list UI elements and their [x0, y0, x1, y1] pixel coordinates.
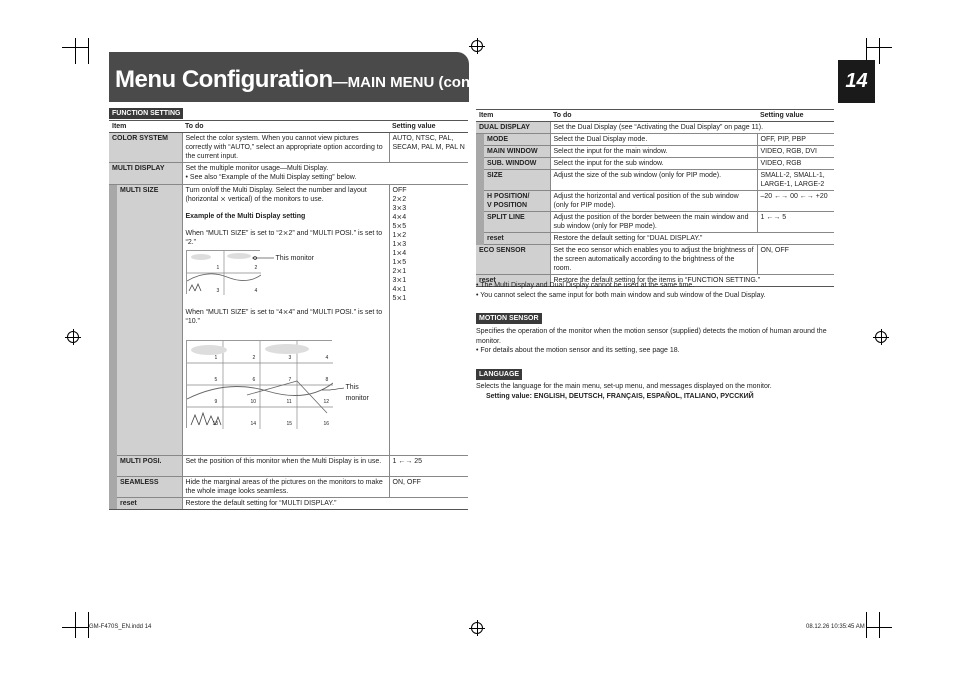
motion-sensor-description: [476, 327, 838, 356]
language-text: Selects the language for the main menu, set-up menu, and messages displayed on the monitor.: [476, 383, 772, 390]
item-main-window: MAIN WINDOW: [484, 146, 550, 158]
todo-reset: Restore the default setting for “MULTI DISPLAY.”: [182, 498, 468, 510]
table-row: [476, 191, 834, 212]
item-color-system: COLOR SYSTEM: [109, 133, 182, 163]
registration-mark-icon: [67, 331, 79, 343]
example2-scene-icon: [187, 341, 333, 429]
setting-option: 1⨯2: [392, 232, 407, 239]
todo-size: Adjust the size of the sub window (only for PIP mode).: [550, 170, 757, 191]
setting-option: 3⨯1: [392, 277, 407, 284]
indent-spacer: [476, 212, 484, 233]
example1-figure: [186, 250, 386, 308]
todo-multi-size: [182, 185, 389, 456]
language-setting-value: Setting value: ENGLISH, DEUTSCH, FRANÇAIS, ESPAÑOL, ITALIANO, РУССКИЙ: [486, 392, 754, 400]
item-function-reset: reset: [476, 275, 550, 287]
crop-mark: [879, 38, 880, 64]
crop-mark: [88, 38, 89, 64]
item-split-line: SPLIT LINE: [484, 212, 550, 233]
table-row: [109, 477, 468, 498]
setting-sub-window: VIDEO, RGB: [757, 158, 834, 170]
motion-sensor-text: Specifies the operation of the monitor when the motion sensor (supplied) detects the motion of human around the monitor.: [476, 328, 827, 345]
todo-eco-sensor: Set the eco sensor which enables you to adjust the brightness of the screen automatically according to the brightness of the room.: [550, 245, 757, 275]
cell-number: 5: [214, 377, 218, 383]
cell-number: 9: [214, 399, 218, 405]
todo-split-line: Adjust the position of the border between the main window and sub window (only for PBP mode).: [550, 212, 757, 233]
table-row: [109, 133, 468, 163]
header-todo: To do: [182, 121, 389, 133]
item-multi-posi: MULTI POSI.: [117, 456, 182, 477]
indent-spacer: [476, 146, 484, 158]
notes-list: [476, 281, 836, 300]
item-position: [484, 191, 550, 212]
title-banner: [109, 52, 485, 102]
crop-mark: [866, 612, 867, 638]
item-size: SIZE: [484, 170, 550, 191]
example2-figure: [186, 340, 386, 432]
indent-spacer: [476, 158, 484, 170]
item-h-position: H POSITION/: [487, 193, 530, 200]
cell-number: 7: [288, 377, 292, 383]
item-seamless: SEAMLESS: [117, 477, 182, 498]
setting-mode: OFF, PIP, PBP: [757, 134, 834, 146]
item-v-position: V POSITION: [487, 202, 528, 209]
setting-option: OFF: [392, 187, 407, 194]
cell-number: 11: [286, 399, 292, 405]
example1-scene-icon: [187, 251, 261, 295]
registration-mark-icon: [471, 622, 483, 634]
setting-option: 2⨯1: [392, 268, 407, 275]
cell-number: 10: [250, 399, 257, 405]
indent-spacer: [109, 498, 117, 510]
item-eco-sensor: ECO SENSOR: [476, 245, 550, 275]
function-setting-table-right: [476, 109, 834, 287]
header-todo: To do: [550, 110, 757, 122]
page-title: [115, 66, 484, 94]
table-row: [109, 163, 468, 185]
header-item: Item: [109, 121, 182, 133]
todo-line: • See also “Example of the Multi Display setting” below.: [185, 174, 357, 181]
todo-main-window: Select the input for the main window.: [550, 146, 757, 158]
table-row: [476, 122, 834, 134]
registration-mark-icon: [471, 40, 483, 52]
item-sub-window: SUB. WINDOW: [484, 158, 550, 170]
item-dual-reset: reset: [484, 233, 550, 245]
crop-mark: [75, 612, 76, 638]
footer-file: GM-F470S_EN.indd 14: [89, 624, 152, 630]
setting-option: 4⨯1: [392, 286, 407, 293]
todo-line: Set the multiple monitor usage—Multi Display.: [185, 165, 329, 172]
setting-main-window: VIDEO, RGB, DVI: [757, 146, 834, 158]
setting-color-system: AUTO, NTSC, PAL, SECAM, PAL M, PAL N: [389, 133, 468, 163]
cell-number: 16: [323, 421, 330, 427]
footer-timestamp: 08.12.26 10:35:45 AM: [806, 624, 865, 630]
setting-option: 4⨯4: [392, 214, 407, 221]
table-row: [476, 158, 834, 170]
table-row: [109, 456, 468, 477]
page-number: 14: [838, 60, 875, 103]
indent-spacer: [476, 233, 484, 245]
table-row: [476, 170, 834, 191]
cell-number: 12: [323, 399, 330, 405]
todo-text: Turn on/off the Multi Display. Select the number and layout (horizontal ⨯ vertical) of the monitors to use.: [185, 187, 367, 203]
motion-sensor-note: • For details about the motion sensor and its setting, see page 18.: [476, 347, 680, 354]
cell-number: 6: [252, 377, 256, 383]
header-setting: Setting value: [757, 110, 834, 122]
setting-multi-posi: 1 ←→ 25: [389, 456, 468, 477]
registration-mark-icon: [875, 331, 887, 343]
todo-color-system: Select the color system. When you cannot view pictures correctly with “AUTO,” select an appropriate option according to the current input.: [182, 133, 389, 163]
page-title-main: Menu Configuration: [115, 66, 333, 93]
todo-seamless: Hide the marginal areas of the pictures on the monitors to make the whole image looks seamless.: [182, 477, 389, 498]
indent-spacer: [476, 170, 484, 191]
cell-number: 15: [286, 421, 293, 427]
setting-option: 5⨯5: [392, 223, 407, 230]
section-label-motion-sensor: MOTION SENSOR: [476, 313, 542, 324]
setting-option: 5⨯1: [392, 295, 407, 302]
example2-text: When “MULTI SIZE” is set to “4⨯4” and “MULTI POSI.” is set to “10.”: [185, 309, 383, 325]
table-header-row: [109, 121, 468, 133]
todo-function-reset: Restore the default setting for the items in “FUNCTION SETTING.”: [550, 275, 834, 287]
setting-option: 1⨯3: [392, 241, 407, 248]
item-mode: MODE: [484, 134, 550, 146]
table-row: [109, 185, 468, 456]
cell-number: 13: [212, 421, 219, 427]
table-row: [109, 498, 468, 510]
cell-number: 1: [216, 265, 220, 271]
indent-spacer: [109, 456, 117, 477]
todo-sub-window: Select the input for the sub window.: [550, 158, 757, 170]
example1-text: When “MULTI SIZE” is set to “2⨯2” and “MULTI POSI.” is set to “2.”: [185, 230, 383, 246]
setting-multi-size: [389, 185, 468, 456]
todo-multi-posi: Set the position of this monitor when the Multi Display is in use.: [182, 456, 389, 477]
item-multi-display: MULTI DISPLAY: [109, 163, 182, 185]
cell-number: 1: [214, 355, 218, 361]
language-description: [476, 382, 838, 401]
section-label-language: LANGUAGE: [476, 369, 522, 380]
todo-dual-display: Set the Dual Display (see “Activating the Dual Display” on page 11).: [550, 122, 834, 134]
function-setting-table-left: [109, 120, 468, 510]
table-row: [476, 233, 834, 245]
crop-mark: [75, 38, 76, 64]
section-label-function-setting: FUNCTION SETTING: [109, 108, 183, 119]
cell-number: 2: [254, 265, 258, 271]
example2-screen: [186, 340, 332, 428]
note-item: • The Multi Display and Dual Display cannot be used at the same time.: [476, 282, 695, 289]
cell-number: 2: [252, 355, 256, 361]
cell-number: 14: [250, 421, 257, 427]
todo-multi-display: [182, 163, 468, 185]
todo-dual-reset: Restore the default setting for “DUAL DISPLAY.”: [550, 233, 834, 245]
indent-spacer: [109, 185, 117, 456]
indent-spacer: [476, 134, 484, 146]
example1-screen: [186, 250, 260, 294]
cell-number: 4: [254, 288, 258, 294]
table-row: [476, 146, 834, 158]
crop-mark: [879, 612, 880, 638]
header-setting: Setting value: [389, 121, 468, 133]
table-row: [476, 245, 834, 275]
todo-mode: Select the Dual Display mode.: [550, 134, 757, 146]
note-item: • You cannot select the same input for both main window and sub window of the Dual Display.: [476, 291, 766, 299]
setting-position: –20 ←→ 00 ←→ +20: [757, 191, 834, 212]
cell-number: 3: [216, 288, 220, 294]
item-dual-display: DUAL DISPLAY: [476, 122, 550, 134]
example1-callout: This monitor: [275, 255, 315, 262]
item-multi-size: MULTI SIZE: [117, 185, 182, 456]
setting-eco-sensor: ON, OFF: [757, 245, 834, 275]
item-reset: reset: [117, 498, 182, 510]
indent-spacer: [476, 191, 484, 212]
setting-seamless: ON, OFF: [389, 477, 468, 498]
setting-size: SMALL-2, SMALL-1, LARGE-1, LARGE-2: [757, 170, 834, 191]
header-item: Item: [476, 110, 550, 122]
table-header-row: [476, 110, 834, 122]
example2-callout-line2: monitor: [345, 395, 369, 402]
indent-spacer: [109, 477, 117, 498]
cell-number: 4: [325, 355, 329, 361]
setting-option: 2⨯2: [392, 196, 407, 203]
example-heading: Example of the Multi Display setting: [185, 213, 306, 220]
table-row: [476, 212, 834, 233]
cell-number: 3: [288, 355, 292, 361]
setting-option: 1⨯4: [392, 250, 407, 257]
page-title-sub: —MAIN MENU (cont.): [332, 74, 485, 91]
example2-callout-line1: This: [345, 384, 359, 391]
setting-split-line: 1 ←→ 5: [757, 212, 834, 233]
setting-option: 3⨯3: [392, 205, 407, 212]
setting-option: 1⨯5: [392, 259, 407, 266]
table-row: [476, 134, 834, 146]
todo-position: Adjust the horizontal and vertical position of the sub window (only for PIP mode).: [550, 191, 757, 212]
cell-number: 8: [325, 377, 329, 383]
